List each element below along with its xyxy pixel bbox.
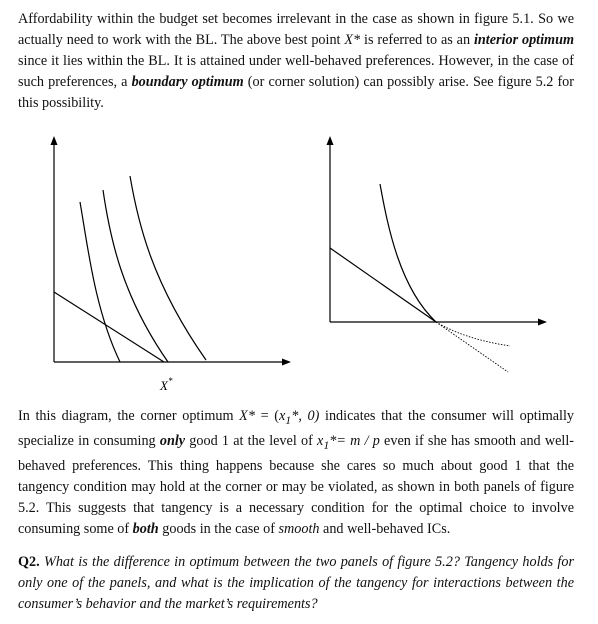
text-run: *, 0) xyxy=(291,408,320,424)
term-interior-optimum: interior optimum xyxy=(473,32,575,48)
x-star-inline: X* xyxy=(239,408,255,424)
emphasis-only: only xyxy=(159,432,186,449)
text-run: since it lies within the BL. It is attained under well-behaved preferences. However, in the case of such preferences, a xyxy=(18,53,574,90)
question-q2 xyxy=(18,552,574,615)
right-x-axis-arrow xyxy=(538,319,547,326)
var-x: x xyxy=(278,408,286,424)
text-run: good 1 at the level of xyxy=(185,432,318,449)
paragraph-explanation xyxy=(18,406,574,540)
left-y-axis-arrow xyxy=(51,136,58,145)
subscript: 1 xyxy=(323,437,330,452)
text-run: = ( xyxy=(254,408,279,424)
left-budget-line xyxy=(54,292,164,362)
right-y-axis-arrow xyxy=(327,136,334,145)
paragraph-intro xyxy=(18,9,574,114)
right-budget-line xyxy=(330,248,436,322)
question-label: Q2. xyxy=(18,554,40,570)
left-x-axis-arrow xyxy=(282,359,291,366)
text-run: and well-behaved ICs. xyxy=(319,520,451,537)
right-panel xyxy=(327,136,548,372)
question-text: What is the difference in optimum between the two panels of figure 5.2? Tangency holds for only one of the panels, and what is the implication of the tangency for interactions between the consumer’s behavior and the market’s requirements? xyxy=(18,554,574,612)
term-boundary-optimum: boundary optimum xyxy=(131,74,244,90)
text-run: indicates that the consumer will optimally specialize in consuming xyxy=(18,408,575,449)
left-indifference-curve-3 xyxy=(130,176,206,360)
text-run: (or corner solution) can possibly arise. See figure 5.2 for this possibility. xyxy=(18,74,574,111)
left-indifference-curve-1 xyxy=(80,202,120,362)
text-run: is referred to as an xyxy=(360,32,474,48)
x-star-inline: X* xyxy=(344,32,361,48)
left-panel-x-star-label: X* xyxy=(160,376,173,393)
var-x: x xyxy=(317,432,324,449)
left-panel xyxy=(51,136,292,366)
formula: *= m / p xyxy=(329,432,380,449)
figure-svg xyxy=(0,128,598,404)
text-run: goods in the case of xyxy=(158,520,279,537)
emphasis-smooth: smooth xyxy=(278,520,320,537)
right-budget-line-extension xyxy=(436,322,508,372)
right-indifference-curve xyxy=(380,184,436,322)
text-run: Affordability within the budget set becomes irrelevant in the case as shown in figure 5.1. So we actually need to work with the BL. The above best point xyxy=(18,11,574,48)
right-indifference-curve-extension xyxy=(436,322,510,346)
figure-5-2 xyxy=(0,128,598,404)
subscript: 1 xyxy=(285,412,292,427)
text-run: even if she has smooth and well-behaved preferences. This thing happens because she cares so much about good 1 that the tangency condition may hold at the corner or may be violated, as shown in both panels of figure 5.2. This suggests that tangency is a necessary condition for the optimal choice to involve consuming some of xyxy=(18,432,575,537)
text-run: In this diagram, the corner optimum xyxy=(18,408,240,424)
emphasis-both: both xyxy=(132,520,159,537)
